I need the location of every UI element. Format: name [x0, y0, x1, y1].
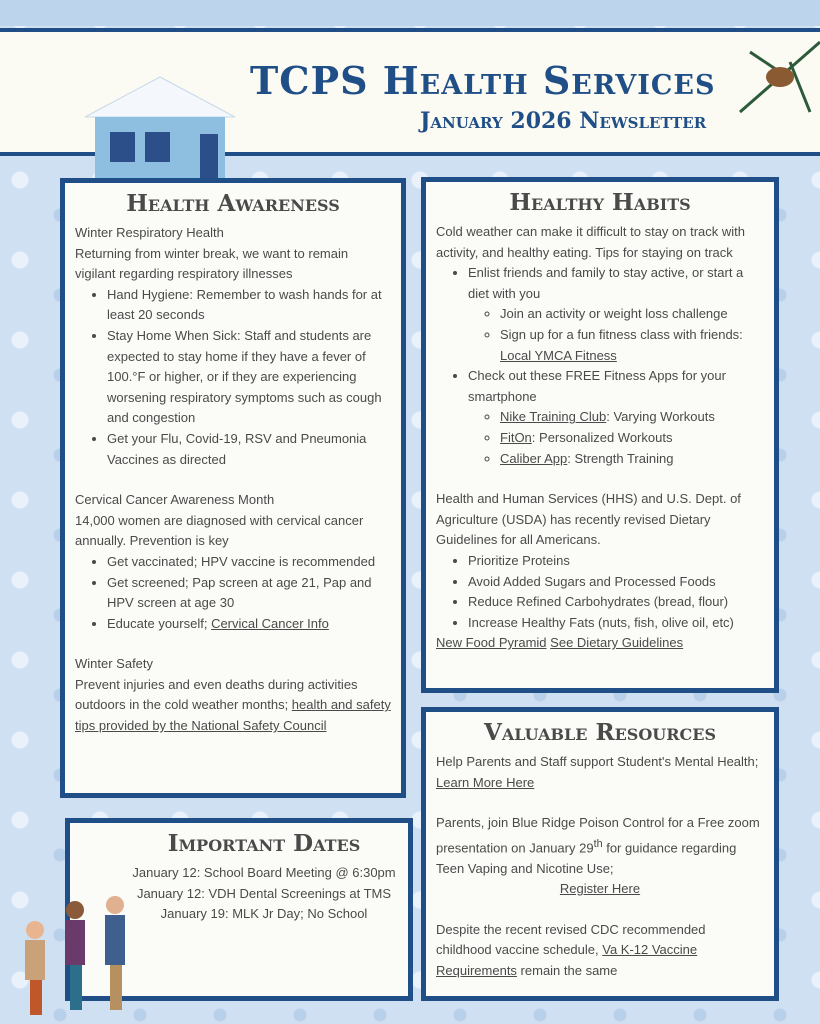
list-item: • Get vaccinated; HPV vaccine is recommended — [107, 552, 391, 573]
decorative-border — [0, 0, 820, 26]
ymca-link[interactable]: Local YMCA Fitness — [500, 347, 617, 363]
newsletter-subtitle: January 2026 Newsletter — [420, 108, 707, 134]
subheading: Cervical Cancer Awareness Month — [75, 492, 275, 508]
paragraph: Health and Human Services (HHS) and U.S. Dept. of Agriculture (USDA) has recently revised Dietary Guidelines for all Americans. — [436, 491, 741, 548]
paragraph — [436, 920, 764, 982]
section-title: Important Dates — [167, 830, 361, 857]
register-link[interactable]: Register Here — [559, 881, 641, 897]
list-item: ◦ Join an activity or weight loss challenge — [500, 304, 764, 325]
list-item: • Stay Home When Sick: Staff and students are expected to stay home if they have a fever of 100.°F or higher, or if they are experiencing worsening respiratory symptoms such as cough and congestion — [107, 326, 391, 429]
section-title: Healthy Habits — [509, 189, 691, 216]
paragraph — [436, 813, 764, 879]
list-item: • Get screened; Pap screen at age 21, Pap and HPV screen at age 30 — [107, 573, 391, 614]
caliber-app-link[interactable]: Caliber App — [500, 450, 568, 466]
newsletter-title: TCPS Health Services — [250, 58, 716, 103]
list-item — [500, 325, 764, 366]
list-item — [500, 407, 764, 428]
dietary-guidelines-link[interactable]: See Dietary Guidelines — [550, 635, 684, 651]
item-text: : Varying Workouts — [606, 409, 715, 425]
paragraph-text: Despite the recent revised CDC recommended childhood vaccine schedule, — [436, 921, 706, 958]
item-text: Educate yourself; — [107, 615, 212, 631]
section-title: Valuable Resources — [483, 719, 717, 746]
date-item: January 12: School Board Meeting @ 6:30pm — [132, 865, 396, 880]
fiton-link[interactable]: FitOn — [500, 429, 532, 445]
subheading: Winter Safety — [75, 656, 154, 672]
date-item: January 12: VDH Dental Screenings at TMS — [136, 885, 392, 901]
list-item — [468, 263, 764, 366]
newsletter-header — [0, 28, 820, 156]
paragraph: Returning from winter break, we want to remain vigilant regarding respiratory illnesses — [75, 245, 349, 282]
food-pyramid-link[interactable]: New Food Pyramid — [436, 635, 547, 651]
item-text: : Strength Training — [567, 450, 674, 466]
list-item — [468, 366, 764, 469]
paragraph-text: Parents, join Blue Ridge Poison Control for a Free zoom presentation on January 29 — [436, 815, 760, 856]
list-item — [500, 449, 764, 470]
vaccine-requirements-link[interactable]: Va K-12 Vaccine Requirements — [436, 942, 698, 979]
item-text: Check out these FREE Fitness Apps for your smartphone — [468, 368, 726, 404]
list-item: • Prioritize Proteins — [468, 551, 764, 572]
list-item: • Reduce Refined Carbohydrates (bread, flour) — [468, 592, 764, 613]
list-item: • Avoid Added Sugars and Processed Foods — [468, 572, 764, 593]
paragraph-text: remain the same — [516, 963, 618, 979]
nike-training-club-link[interactable]: Nike Training Club — [500, 409, 607, 425]
cervical-cancer-info-link[interactable]: Cervical Cancer Info — [211, 615, 329, 631]
valuable-resources-panel — [421, 707, 779, 1001]
skating-people-illustration — [5, 890, 165, 1020]
superscript: th — [593, 837, 603, 850]
item-text: : Personalized Workouts — [531, 429, 673, 445]
item-text: Sign up for a fun fitness class with friends: — [500, 326, 743, 342]
section-title: Health Awareness — [126, 190, 340, 217]
paragraph — [436, 752, 764, 793]
paragraph-text: Prevent injuries and even deaths during activities outdoors in the cold weather months; — [75, 676, 358, 713]
health-awareness-panel — [60, 178, 406, 798]
date-item: January 19: MLK Jr Day; No School — [160, 906, 368, 922]
list-item — [500, 428, 764, 449]
paragraph: 14,000 women are diagnosed with cervical cancer annually. Prevention is key — [75, 512, 364, 549]
paragraph-text: for guidance regarding Teen Vaping and Nicotine Use; — [436, 840, 737, 876]
safety-tips-link[interactable]: health and safety tips provided by the National Safety Council — [75, 697, 391, 734]
list-item: • Hand Hygiene: Remember to wash hands for at least 20 seconds — [107, 285, 391, 326]
paragraph: Cold weather can make it difficult to stay on track with activity, and healthy eating. Tips for staying on track — [436, 224, 746, 260]
house-illustration — [80, 72, 240, 192]
item-text: Enlist friends and family to stay active, or start a diet with you — [468, 265, 744, 301]
paragraph — [75, 675, 391, 737]
paragraph-text: Help Parents and Staff support Student's Mental Health; — [436, 754, 759, 769]
learn-more-link[interactable]: Learn More Here — [436, 774, 535, 790]
subheading: Winter Respiratory Health — [75, 225, 224, 240]
list-item: • Increase Healthy Fats (nuts, fish, olive oil, etc) — [468, 613, 764, 634]
healthy-habits-panel — [421, 177, 779, 693]
list-item: • Get your Flu, Covid-19, RSV and Pneumonia Vaccines as directed — [107, 429, 391, 470]
list-item — [107, 614, 391, 635]
pine-branch-icon — [720, 32, 820, 142]
